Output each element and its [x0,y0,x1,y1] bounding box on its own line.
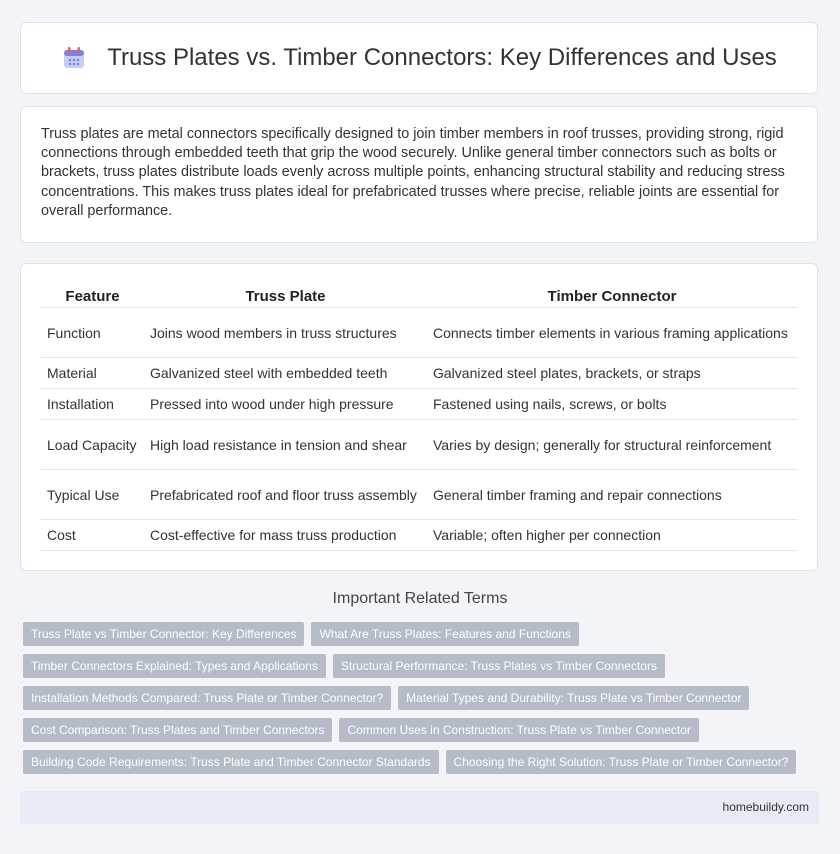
truss-plate-cell: High load resistance in tension and shear [144,420,427,470]
table-row [41,308,797,358]
related-terms-heading: Important Related Terms [332,590,508,607]
related-term-tag[interactable]: Installation Methods Compared: Truss Plate or Timber Connector? [23,686,391,710]
related-term-tag[interactable]: Material Types and Durability: Truss Plate vs Timber Connector [398,686,749,710]
related-term-tag[interactable]: Cost Comparison: Truss Plates and Timber Connectors [23,718,332,742]
timber-connector-cell: Connects timber elements in various framing applications [427,308,797,358]
feature-cell: Cost [41,520,144,551]
column-header-feature: Feature [41,278,144,308]
timber-connector-cell: General timber framing and repair connections [427,470,797,520]
truss-plate-cell: Pressed into wood under high pressure [144,389,427,420]
column-header-truss-plate: Truss Plate [144,278,427,308]
page-title: Truss Plates vs. Timber Connectors: Key Differences and Uses [107,44,777,71]
intro-card [20,106,818,243]
calendar-icon [61,45,87,71]
table-row [41,358,797,389]
truss-plate-cell: Galvanized steel with embedded teeth [144,358,427,389]
table-row [41,389,797,420]
related-term-tag[interactable]: Truss Plate vs Timber Connector: Key Differences [23,622,304,646]
feature-cell: Load Capacity [41,420,144,470]
truss-plate-cell: Cost-effective for mass truss production [144,520,427,551]
footer-site-name: homebuildy.com [722,800,809,814]
feature-cell: Typical Use [41,470,144,520]
feature-cell: Function [41,308,144,358]
table-row [41,520,797,551]
related-terms-list [23,622,823,782]
comparison-table [41,278,797,551]
related-term-tag[interactable]: What Are Truss Plates: Features and Functions [311,622,578,646]
header-card [20,22,818,94]
related-term-tag[interactable]: Common Uses in Construction: Truss Plate vs Timber Connector [339,718,698,742]
table-header-row [41,278,797,308]
comparison-table-card [20,263,818,571]
intro-paragraph: Truss plates are metal connectors specifically designed to join timber members in roof trusses, providing strong, rigid connections through embedded teeth that grip the wood securely. Unlike general timber connectors such as bolts or brackets, truss plates distribute loads evenly across multiple points, enhancing structural stability and reducing stress concentrations. This makes truss plates ideal for prefabricated trusses where precise, reliable joints are essential for overall performance. [41,126,785,219]
feature-cell: Installation [41,389,144,420]
table-row [41,420,797,470]
truss-plate-cell: Joins wood members in truss structures [144,308,427,358]
timber-connector-cell: Fastened using nails, screws, or bolts [427,389,797,420]
feature-cell: Material [41,358,144,389]
timber-connector-cell: Galvanized steel plates, brackets, or straps [427,358,797,389]
truss-plate-cell: Prefabricated roof and floor truss assembly [144,470,427,520]
related-term-tag[interactable]: Structural Performance: Truss Plates vs Timber Connectors [333,654,665,678]
timber-connector-cell: Variable; often higher per connection [427,520,797,551]
related-term-tag[interactable]: Building Code Requirements: Truss Plate and Timber Connector Standards [23,750,439,774]
timber-connector-cell: Varies by design; generally for structural reinforcement [427,420,797,470]
table-row [41,470,797,520]
column-header-timber-connector: Timber Connector [427,278,797,308]
related-term-tag[interactable]: Timber Connectors Explained: Types and Applications [23,654,326,678]
related-term-tag[interactable]: Choosing the Right Solution: Truss Plate or Timber Connector? [446,750,797,774]
footer-bar [20,791,819,824]
